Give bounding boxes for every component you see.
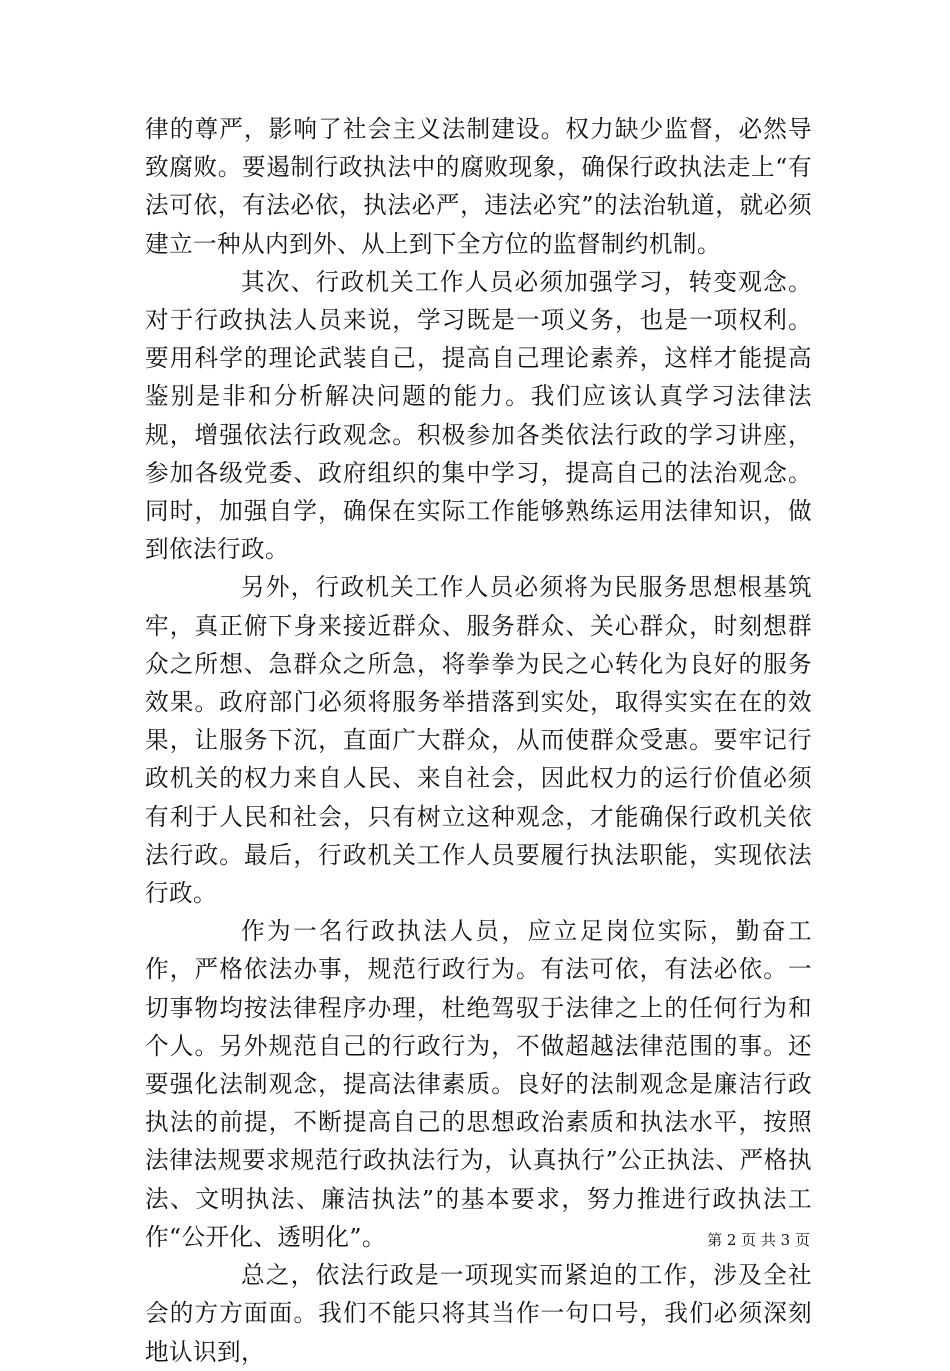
page-number-footer: 第 2 页 共 3 页 — [707, 1231, 810, 1249]
paragraph-study: 其次、行政机关工作人员必须加强学习，转变观念。对于行政执法人员来说，学习既是一项义务，也是一项权利。要用科学的理论武装自己，提高自己理论素养，这样才能提高鉴别是非和分析解决问题的能力。我们应该认真学习法律法规，增强依法行政观念。积极参加各类依法行政的学习讲座，参加各级党委、政府组织的集中学习，提高自己的法治观念。同时，加强自学，确保在实际工作能够熟练运用法律知识，做到依法行政。 — [145, 267, 812, 564]
paragraph-service: 另外，行政机关工作人员必须将为民服务思想根基筑牢，真正俯下身来接近群众、服务群众、关心群众，时刻想群众之所想、急群众之所急，将拳拳为民之心转化为良好的服务效果。政府部门必须将服务举措落到实处，取得实实在在的效果，让服务下沉，直面广大群众，从而使群众受惠。要牢记行政机关的权力来自人民、来自社会，因此权力的运行价值必须有利于人民和社会，只有树立这种观念，才能确保行政机关依法行政。最后，行政机关工作人员要履行执法职能，实现依法行政。 — [145, 573, 812, 908]
paragraph-enforcement: 作为一名行政执法人员，应立足岗位实际，勤奋工作，严格依法办事，规范行政行为。有法可依，有法必依。一切事物均按法律程序办理，杜绝驾驭于法律之上的任何行为和个人。另外规范自己的行政行为，不做超越法律范围的事。还要强化法制观念，提高法律素质。良好的法制观念是廉洁行政执法的前提，不断提高自己的思想政治素质和执法水平，按照法律法规要求规范行政执法行为，认真执行”公正执法、严格执法、文明执法、廉洁执法”的基本要求，努力推进行政执法工作“公开化、透明化”。 — [145, 917, 812, 1251]
paragraph-continuation: 律的尊严，影响了社会主义法制建设。权力缺少监督，必然导致腐败。要遏制行政执法中的腐败现象，确保行政执法走上“有法可依，有法必依，执法必严，违法必究”的法治轨道，就必须建立一种从内到外、从上到下全方位的监督制约机制。 — [145, 115, 812, 258]
document-body — [145, 110, 812, 1371]
paragraph-conclusion: 总之，依法行政是一项现实而紧迫的工作，涉及全社会的方方面面。我们不能只将其当作一句口号，我们必须深刻地认识到， — [145, 1261, 812, 1366]
